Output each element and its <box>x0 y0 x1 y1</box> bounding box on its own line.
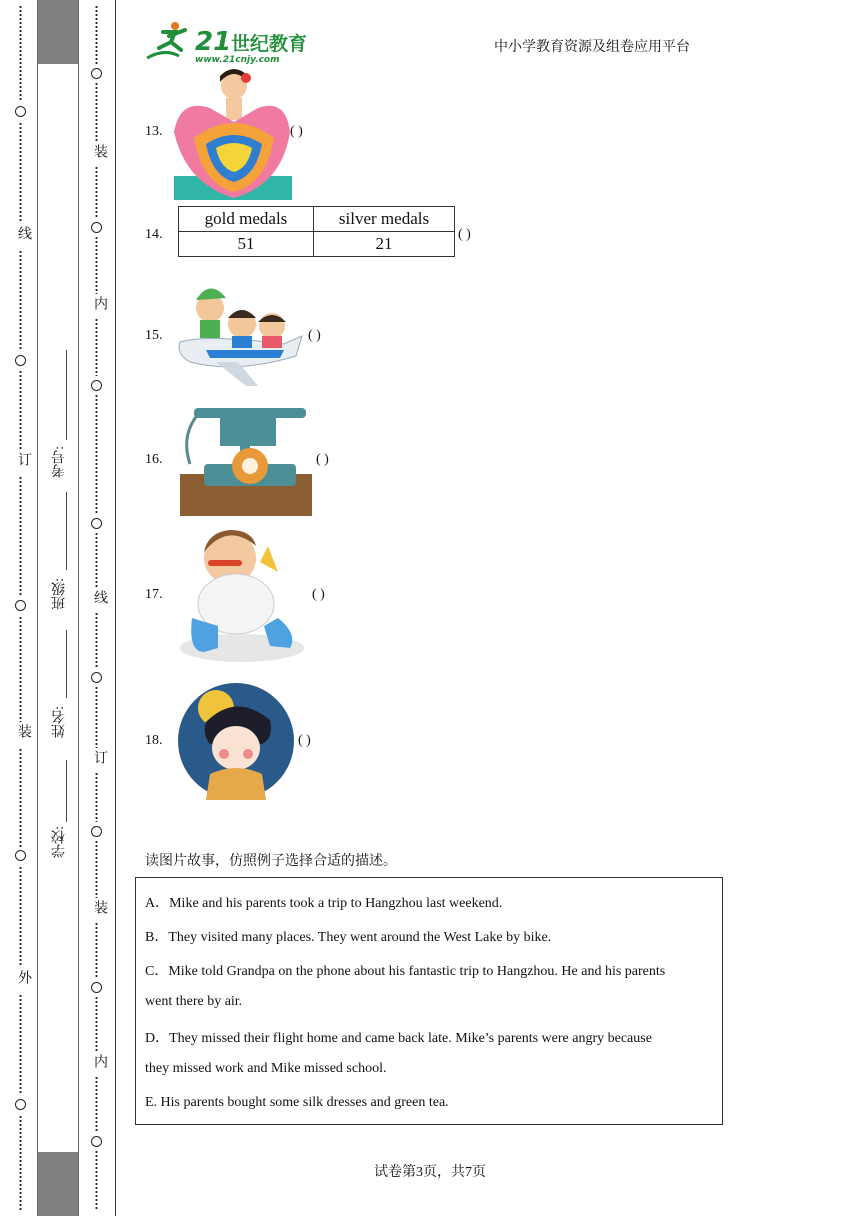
question-18-number: 18. <box>145 733 163 748</box>
outer-mark-xian: 线 <box>16 226 31 240</box>
question-13-number: 13. <box>145 124 163 139</box>
svg-text:世纪教育: 世纪教育 <box>231 33 308 55</box>
kids-on-plane-image <box>176 278 304 392</box>
exam-number-label: 考号: <box>52 446 67 478</box>
question-16-answer-blank[interactable]: ( ) <box>316 452 329 467</box>
option-b: B．They visited many places. They went around the West Lake by bike. <box>145 930 552 945</box>
inner-mark-zhuang: 装 <box>92 144 107 158</box>
margin-rule <box>115 0 116 1216</box>
question-14-answer-blank[interactable]: ( ) <box>458 227 471 242</box>
outer-mark-wai: 外 <box>16 970 31 984</box>
class-field[interactable] <box>66 492 67 570</box>
medal-table <box>178 206 455 257</box>
name-field[interactable] <box>66 630 67 698</box>
option-a: A．Mike and his parents took a trip to Hangzhou last weekend. <box>145 896 503 911</box>
option-c: C．Mike told Grandpa on the phone about his fantastic trip to Hangzhou. He and his parents <box>145 964 666 979</box>
table-header-gold: gold medals <box>179 207 314 232</box>
page-footer: 试卷第3页，共7页 <box>374 1165 486 1180</box>
logo-url: www.21cnjy.com <box>195 55 280 64</box>
table-value-gold: 51 <box>179 232 314 257</box>
option-d: D．They missed their flight home and came back late. Mike’s parents were angry because <box>145 1031 652 1046</box>
outer-seal-line <box>10 0 32 1216</box>
inner-mark-ding: 订 <box>92 750 107 764</box>
option-d-continued: they missed work and Mike missed school. <box>145 1061 387 1076</box>
class-label: 班级: <box>52 578 67 610</box>
question-15-answer-blank[interactable]: ( ) <box>308 328 321 343</box>
inner-mark-zhuang-2: 装 <box>92 900 107 914</box>
question-14-number: 14. <box>145 227 163 242</box>
question-13-answer-blank[interactable]: ( ) <box>290 124 303 139</box>
question-15-number: 15. <box>145 328 163 343</box>
school-field[interactable] <box>66 760 67 822</box>
inner-mark-nei-2: 内 <box>92 1054 107 1068</box>
option-c-continued: went there by air. <box>145 994 243 1009</box>
inner-seal-line <box>86 0 108 1216</box>
question-16-number: 16. <box>145 452 163 467</box>
boy-eating-image <box>178 522 308 664</box>
question-18-answer-blank[interactable]: ( ) <box>298 733 311 748</box>
question-17-answer-blank[interactable]: ( ) <box>312 587 325 602</box>
school-label: 学校: <box>52 826 67 858</box>
section-instruction: 读图片故事，仿照例子选择合适的描述。 <box>145 854 397 869</box>
table-header-silver: silver medals <box>314 207 455 232</box>
inner-mark-xian: 线 <box>92 590 107 604</box>
old-telephone-image <box>180 404 312 516</box>
table-value-silver: 21 <box>314 232 455 257</box>
inner-mark-nei: 内 <box>92 296 107 310</box>
outer-mark-zhuang: 装 <box>16 724 31 738</box>
site-logo <box>145 18 315 64</box>
chinese-girl-moon-image <box>176 682 296 800</box>
name-label: 姓名: <box>52 706 67 738</box>
exam-number-field[interactable] <box>66 350 67 440</box>
option-e: E. His parents bought some silk dresses and green tea. <box>145 1095 449 1110</box>
mexican-dancer-image <box>170 68 292 202</box>
student-info-band <box>37 0 79 1216</box>
platform-title: 中小学教育资源及组卷应用平台 <box>494 40 690 55</box>
options-box <box>135 877 723 1125</box>
svg-text:21: 21 <box>195 27 232 57</box>
question-17-number: 17. <box>145 587 163 602</box>
outer-mark-ding: 订 <box>16 452 31 466</box>
